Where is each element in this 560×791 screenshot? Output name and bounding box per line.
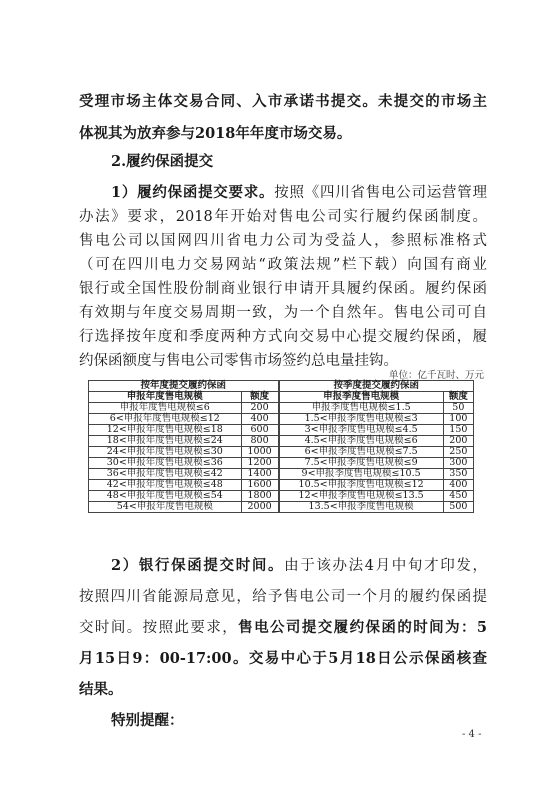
quarterly-scale-cell: 4.5<申报季度售电规模≤6: [279, 436, 444, 447]
paragraph-lead: 2）银行保函提交时间。: [111, 557, 285, 574]
annual-scale-cell: 48<申报年度售电规模≤54: [89, 491, 242, 502]
annual-amount-cell: 1800: [241, 491, 278, 502]
quarterly-scale-cell: 13.5<申报季度售电规模: [279, 502, 444, 513]
paragraph-text-bold: 售电公司提交履约保函的时间为：5: [238, 619, 488, 636]
annual-scale-cell: 申报年度售电规模≤6: [89, 403, 242, 414]
paragraph-line: [79, 618, 487, 638]
quarterly-amount-cell: 150: [443, 425, 473, 436]
annual-amount-cell: 1200: [241, 458, 278, 469]
page-number: - 4 -: [462, 729, 482, 740]
annual-amount-cell: 1000: [241, 447, 278, 458]
table-unit-note: 单位：亿千瓦时、万元: [388, 370, 484, 381]
paragraph-line: 有效期与年度交易周期一致，为一个自然年。售电公司可自: [79, 305, 487, 321]
paragraph-line: （可在四川电力交易网站“政策法规”栏下载）向国有商业: [79, 257, 487, 273]
quarterly-scale-cell: 3<申报季度售电规模≤4.5: [279, 425, 444, 436]
table-row: [89, 502, 474, 513]
guarantee-table: [88, 380, 474, 513]
quarterly-amount-cell: 500: [443, 502, 473, 513]
paragraph-line: 受理市场主体交易合同、入市承诺书提交。未提交的市场主: [79, 93, 487, 110]
quarterly-amount-cell: 450: [443, 491, 473, 502]
annual-scale-cell: 6<申报年度售电规模≤12: [89, 414, 242, 425]
paragraph-line: 售电公司以国网四川省电力公司为受益人，参照标准格式: [79, 233, 487, 249]
quarterly-amount-cell: 350: [443, 469, 473, 480]
quarterly-scale-cell: 10.5<申报季度售电规模≤12: [279, 480, 444, 491]
quarterly-scale-cell: 9<申报季度售电规模≤10.5: [279, 469, 444, 480]
table-row: [89, 403, 474, 414]
annual-amount-cell: 1400: [241, 469, 278, 480]
annual-scale-cell: 18<申报年度售电规模≤24: [89, 436, 242, 447]
quarterly-amount-cell: 100: [443, 414, 473, 425]
paragraph-line: [111, 556, 487, 576]
annual-amount-cell: 2000: [241, 502, 278, 513]
quarterly-amount-cell: 50: [443, 403, 473, 414]
paragraph-line: 约保函额度与售电公司零售市场签约总电量挂钩。: [79, 353, 398, 369]
paragraph-line: 按照四川省能源局意见，给予售电公司一个月的履约保函提: [79, 589, 487, 605]
table-row: [89, 458, 474, 469]
col-quarterly-amount: 额度: [443, 392, 473, 403]
quarterly-scale-cell: 1.5<申报季度售电规模≤3: [279, 414, 444, 425]
section-heading: 2.履约保函提交: [111, 153, 214, 170]
annual-scale-cell: 24<申报年度售电规模≤30: [89, 447, 242, 458]
quarterly-scale-cell: 6<申报季度售电规模≤7.5: [279, 447, 444, 458]
paragraph-line: 月15日9：00-17:00。交易中心于5月18日公示保函核查: [79, 650, 487, 667]
annual-amount-cell: 800: [241, 436, 278, 447]
quarterly-amount-cell: 200: [443, 436, 473, 447]
col-quarterly-scale: 申报季度售电规模: [279, 392, 444, 403]
annual-amount-cell: 1600: [241, 480, 278, 491]
annual-scale-cell: 36<申报年度售电规模≤42: [89, 469, 242, 480]
table-row: [89, 447, 474, 458]
special-reminder-heading: 特别提醒：: [111, 712, 184, 729]
annual-amount-cell: 200: [241, 403, 278, 414]
annual-scale-cell: 54<申报年度售电规模: [89, 502, 242, 513]
quarterly-group-header: 按季度提交履约保函: [279, 381, 474, 392]
quarterly-scale-cell: 7.5<申报季度售电规模≤9: [279, 458, 444, 469]
table-row: [89, 491, 474, 502]
annual-scale-cell: 12<申报年度售电规模≤18: [89, 425, 242, 436]
paragraph-line: 体视其为放弃参与2018年年度市场交易。: [79, 125, 352, 142]
annual-amount-cell: 400: [241, 414, 278, 425]
annual-scale-cell: 42<申报年度售电规模≤48: [89, 480, 242, 491]
col-annual-amount: 额度: [241, 392, 278, 403]
table-row: [89, 414, 474, 425]
table-row: [89, 480, 474, 491]
paragraph-lead: 1）履约保函提交要求。: [111, 184, 275, 201]
quarterly-scale-cell: 申报季度售电规模≤1.5: [279, 403, 444, 414]
annual-group-header: 按年度提交履约保函: [89, 381, 279, 392]
paragraph-line: [111, 183, 487, 203]
table-row: [89, 436, 474, 447]
paragraph-line: 行选择按年度和季度两种方式向交易中心提交履约保函，履: [79, 329, 487, 345]
paragraph-line: 结果。: [79, 681, 123, 698]
col-annual-scale: 申报年度售电规模: [89, 392, 242, 403]
table-row: [89, 425, 474, 436]
quarterly-scale-cell: 12<申报季度售电规模≤13.5: [279, 491, 444, 502]
paragraph-text: 交时间。按照此要求，: [79, 620, 239, 636]
paragraph-text: 由于该办法4月中旬才印发，: [284, 558, 487, 574]
paragraph-text: 按照《四川省售电公司运营管理: [274, 185, 487, 201]
quarterly-amount-cell: 300: [443, 458, 473, 469]
paragraph-line: 银行或全国性股份制商业银行申请开具履约保函。履约保函: [79, 281, 487, 297]
quarterly-amount-cell: 400: [443, 480, 473, 491]
annual-amount-cell: 600: [241, 425, 278, 436]
annual-scale-cell: 30<申报年度售电规模≤36: [89, 458, 242, 469]
quarterly-amount-cell: 250: [443, 447, 473, 458]
table-row: [89, 469, 474, 480]
paragraph-line: 办法》要求，2018年开始对售电公司实行履约保函制度。: [79, 209, 487, 225]
